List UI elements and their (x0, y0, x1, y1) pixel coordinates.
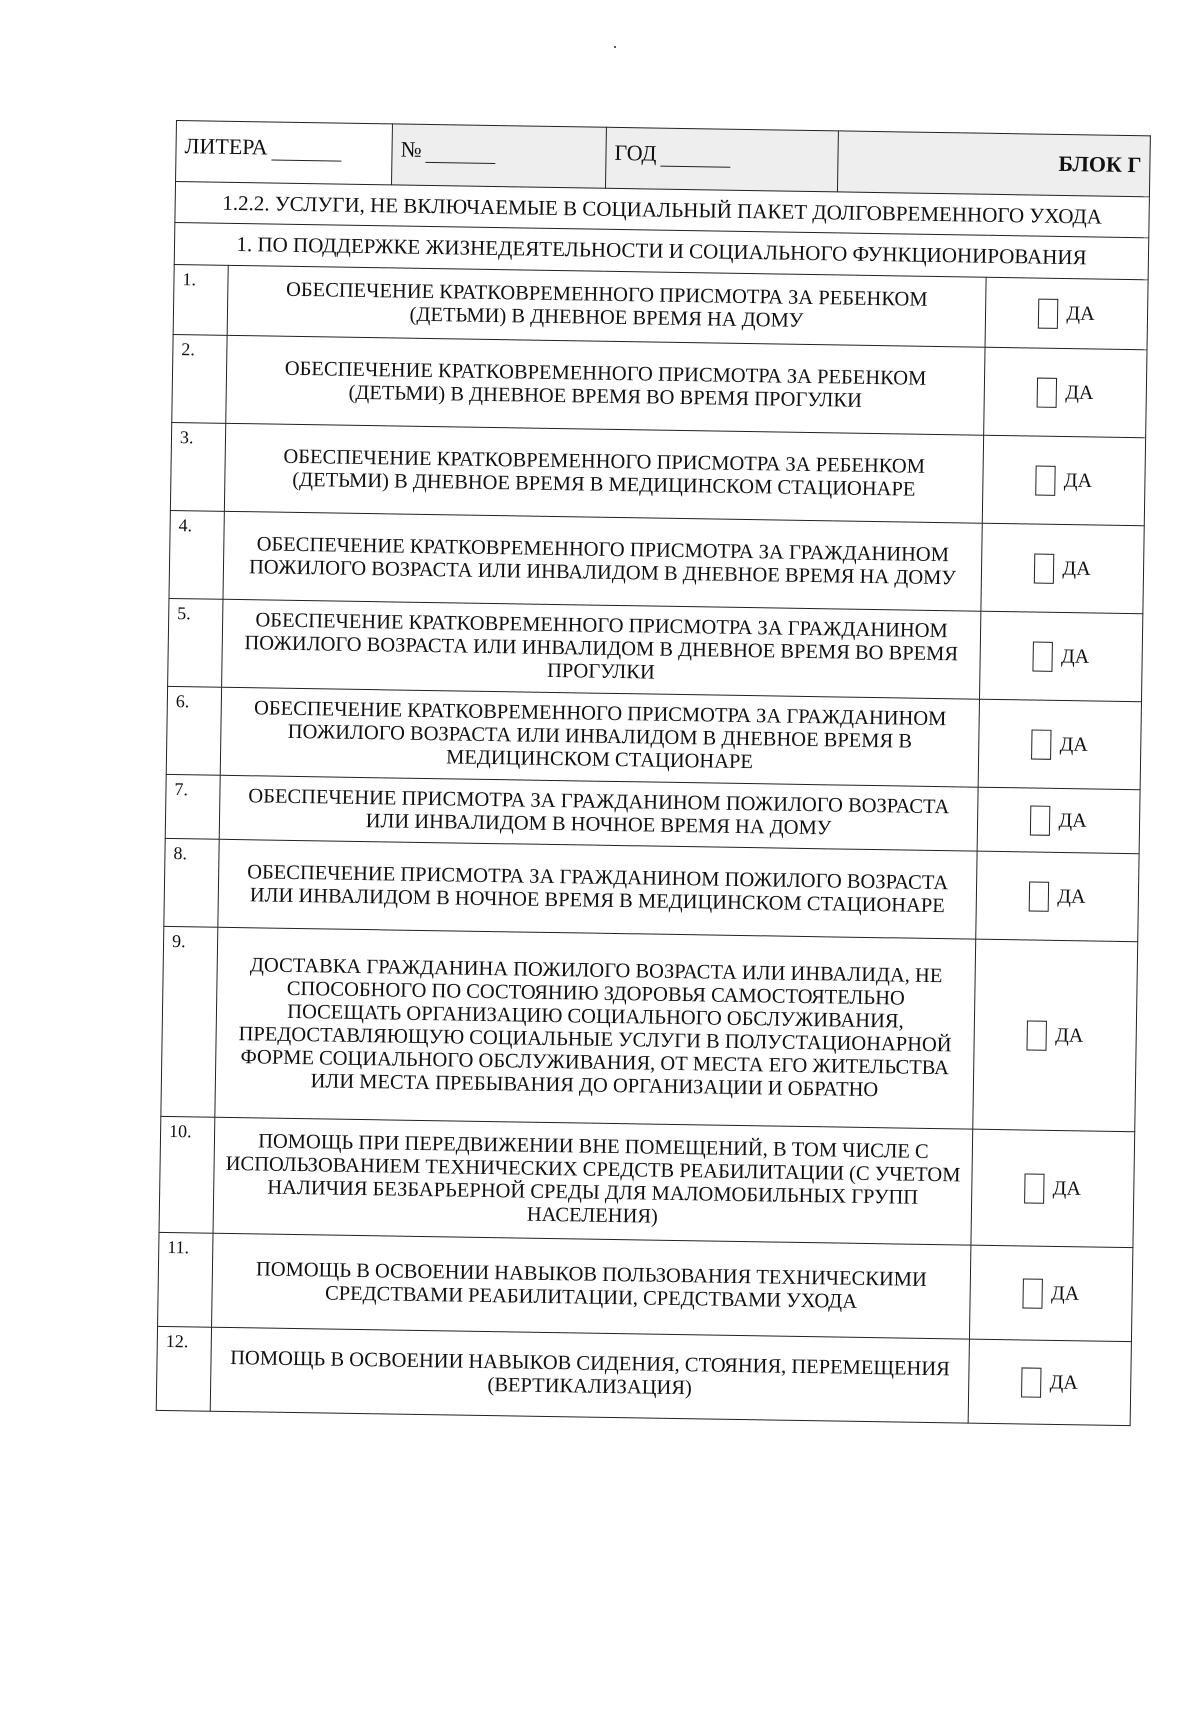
service-number: 8. (164, 838, 219, 927)
table-row (156, 1326, 1131, 1425)
year-label: ГОД (614, 139, 657, 166)
yes-checkbox[interactable] (1027, 1020, 1047, 1050)
service-description: ОБЕСПЕЧЕНИЕ КРАТКОВРЕМЕННОГО ПРИСМОТРА ЗА РЕБЕНКОМ (ДЕТЬМИ) В ДНЕВНОЕ ВРЕМЯ НА ДОМУ (227, 265, 986, 347)
table-row (158, 1232, 1133, 1341)
service-description: ОБЕСПЕЧЕНИЕ КРАТКОВРЕМЕННОГО ПРИСМОТРА ЗА ГРАЖДАНИНОМ ПОЖИЛОГО ВОЗРАСТА ИЛИ ИНВАЛИДОМ В ДНЕВНОЕ ВРЕМЯ В МЕДИЦИНСКОМ СТАЦИОНАРЕ (220, 687, 979, 787)
litera-field[interactable] (271, 142, 341, 162)
year-field[interactable] (660, 148, 730, 168)
service-number: 10. (159, 1116, 215, 1233)
service-description: ПОМОЩЬ ПРИ ПЕРЕДВИЖЕНИИ ВНЕ ПОМЕЩЕНИЙ, В ТОМ ЧИСЛЕ С ИСПОЛЬЗОВАНИЕМ ТЕХНИЧЕСКИХ СРЕДСТВ РЕАБИЛИТАЦИИ (С УЧЕТОМ НАЛИЧИЯ БЕЗБАРЬЕРНОЙ СРЕДЫ ДЛЯ МАЛОМОБИЛЬНЫХ ГРУПП НАСЕЛЕНИЯ) (213, 1117, 973, 1245)
number-label: № (400, 136, 422, 162)
answer-cell (982, 435, 1145, 526)
table-row (170, 422, 1145, 525)
yes-checkbox[interactable] (1022, 1367, 1042, 1397)
scan-speck (614, 46, 616, 48)
service-number: 6. (166, 686, 221, 775)
yes-checkbox[interactable] (1034, 553, 1054, 583)
answer-cell (984, 347, 1147, 438)
service-description: ОБЕСПЕЧЕНИЕ ПРИСМОТРА ЗА ГРАЖДАНИНОМ ПОЖИЛОГО ВОЗРАСТА ИЛИ ИНВАЛИДОМ В НОЧНОЕ ВРЕМЯ В МЕДИЦИНСКОМ СТАЦИОНАРЕ (218, 839, 977, 939)
yes-label: ДА (1060, 644, 1090, 668)
table-row (166, 686, 1141, 789)
service-number: 7. (165, 774, 220, 839)
answer-cell (985, 277, 1148, 350)
answer-cell (971, 1129, 1135, 1248)
service-number: 2. (172, 334, 227, 423)
answer-cell (969, 1245, 1132, 1342)
yes-checkbox[interactable] (1033, 641, 1053, 671)
answer-cell (980, 611, 1143, 702)
yes-label: ДА (1059, 732, 1089, 756)
answer-cell (981, 523, 1144, 614)
block-label: БЛОК Г (837, 131, 1150, 197)
table-row (172, 334, 1147, 437)
litera-cell (176, 121, 393, 185)
yes-checkbox[interactable] (1037, 377, 1057, 407)
yes-checkbox[interactable] (1025, 1173, 1045, 1203)
yes-label: ДА (1057, 884, 1086, 908)
yes-checkbox[interactable] (1038, 298, 1058, 328)
service-description: ОБЕСПЕЧЕНИЕ КРАТКОВРЕМЕННОГО ПРИСМОТРА ЗА РЕБЕНКОМ (ДЕТЬМИ) В ДНЕВНОЕ ВРЕМЯ В МЕДИЦИНСКОМ СТАЦИОНАРЕ (224, 423, 983, 523)
yes-label: ДА (1066, 302, 1095, 325)
yes-label: ДА (1050, 1281, 1080, 1305)
table-row (161, 926, 1138, 1131)
service-description: ПОМОЩЬ В ОСВОЕНИИ НАВЫКОВ ПОЛЬЗОВАНИЯ ТЕХНИЧЕСКИМИ СРЕДСТВАМИ РЕАБИЛИТАЦИИ, СРЕДСТВАМИ УХОДА (212, 1233, 971, 1339)
yes-checkbox[interactable] (1023, 1278, 1043, 1308)
table-row (169, 510, 1144, 613)
table-row (164, 838, 1139, 941)
service-number: 5. (168, 598, 223, 687)
service-description: ДОСТАВКА ГРАЖДАНИНА ПОЖИЛОГО ВОЗРАСТА ИЛИ ИНВАЛИДА, НЕ СПОСОБНОГО ПО СОСТОЯНИЮ ЗДОРОВЬЯ САМОСТОЯТЕЛЬНО ПОСЕЩАТЬ ОРГАНИЗАЦИЮ СОЦИАЛЬНОГО ОБСЛУЖИВАНИЯ, ПРЕДОСТАВЛЯЮЩУЮ СОЦИАЛЬНЫЕ УСЛУГИ В ПОЛУСТАЦИОНАРНОЙ ФОРМЕ СОЦИАЛЬНОГО ОБСЛУЖИВАНИЯ, ОТ МЕСТА ЕГО ЖИТЕЛЬСТВА ИЛИ МЕСТА ПРЕБЫВАНИЯ ДО ОРГАНИЗАЦИИ И ОБРАТНО (215, 927, 976, 1129)
service-number: 3. (170, 422, 225, 511)
service-description: ОБЕСПЕЧЕНИЕ КРАТКОВРЕМЕННОГО ПРИСМОТРА ЗА ГРАЖДАНИНОМ ПОЖИЛОГО ВОЗРАСТА ИЛИ ИНВАЛИДОМ В ДНЕВНОЕ ВРЕМЯ НА ДОМУ (223, 511, 982, 611)
service-description: ПОМОЩЬ В ОСВОЕНИИ НАВЫКОВ СИДЕНИЯ, СТОЯНИЯ, ПЕРЕМЕЩЕНИЯ (ВЕРТИКАЛИЗАЦИЯ) (210, 1327, 969, 1423)
number-field[interactable] (425, 144, 495, 164)
service-description: ОБЕСПЕЧЕНИЕ ПРИСМОТРА ЗА ГРАЖДАНИНОМ ПОЖИЛОГО ВОЗРАСТА ИЛИ ИНВАЛИДОМ В НОЧНОЕ ВРЕМЯ НА ДОМУ (219, 775, 978, 851)
yes-label: ДА (1063, 468, 1093, 492)
yes-label: ДА (1052, 1176, 1082, 1200)
answer-cell (978, 699, 1141, 790)
service-description: ОБЕСПЕЧЕНИЕ КРАТКОВРЕМЕННОГО ПРИСМОТРА ЗА ГРАЖДАНИНОМ ПОЖИЛОГО ВОЗРАСТА ИЛИ ИНВАЛИДОМ В ДНЕВНОЕ ВРЕМЯ ВО ВРЕМЯ ПРОГУЛКИ (222, 599, 981, 699)
yes-checkbox[interactable] (1030, 805, 1050, 835)
year-cell (605, 127, 838, 192)
table-row (159, 1116, 1135, 1247)
service-number: 4. (169, 510, 224, 599)
yes-label: ДА (1049, 1370, 1079, 1394)
answer-cell (976, 851, 1139, 942)
yes-label: ДА (1058, 808, 1087, 832)
form-sheet (156, 120, 1150, 1426)
number-cell (392, 124, 607, 188)
service-description: ОБЕСПЕЧЕНИЕ КРАТКОВРЕМЕННОГО ПРИСМОТРА ЗА РЕБЕНКОМ (ДЕТЬМИ) В ДНЕВНОЕ ВРЕМЯ ВО ВРЕМЯ ПРОГУЛКИ (226, 335, 985, 435)
service-number: 11. (158, 1232, 213, 1327)
service-number: 9. (161, 926, 218, 1117)
services-form-table (156, 120, 1151, 1426)
answer-cell (973, 939, 1138, 1132)
section-title: 1.2.2. УСЛУГИ, НЕ ВКЛЮЧАЕМЫЕ В СОЦИАЛЬНЫЙ ПАКЕТ ДОЛГОВРЕМЕННОГО УХОДА (175, 182, 1150, 238)
table-row (168, 598, 1143, 701)
yes-checkbox[interactable] (1036, 465, 1056, 495)
subsection-title: 1. ПО ПОДДЕРЖКЕ ЖИЗНЕДЕЯТЕЛЬНОСТИ И СОЦИАЛЬНОГО ФУНКЦИОНИРОВАНИЯ (174, 222, 1149, 279)
yes-label: ДА (1065, 381, 1094, 404)
answer-cell (977, 787, 1140, 854)
service-number: 1. (173, 264, 228, 335)
service-number: 12. (156, 1326, 211, 1411)
answer-cell (968, 1339, 1131, 1426)
yes-checkbox[interactable] (1029, 881, 1049, 911)
yes-label: ДА (1055, 1023, 1084, 1047)
yes-label: ДА (1062, 556, 1091, 580)
yes-checkbox[interactable] (1032, 729, 1052, 759)
litera-label: ЛИТЕРА (184, 133, 268, 160)
service-rows (156, 264, 1148, 1425)
